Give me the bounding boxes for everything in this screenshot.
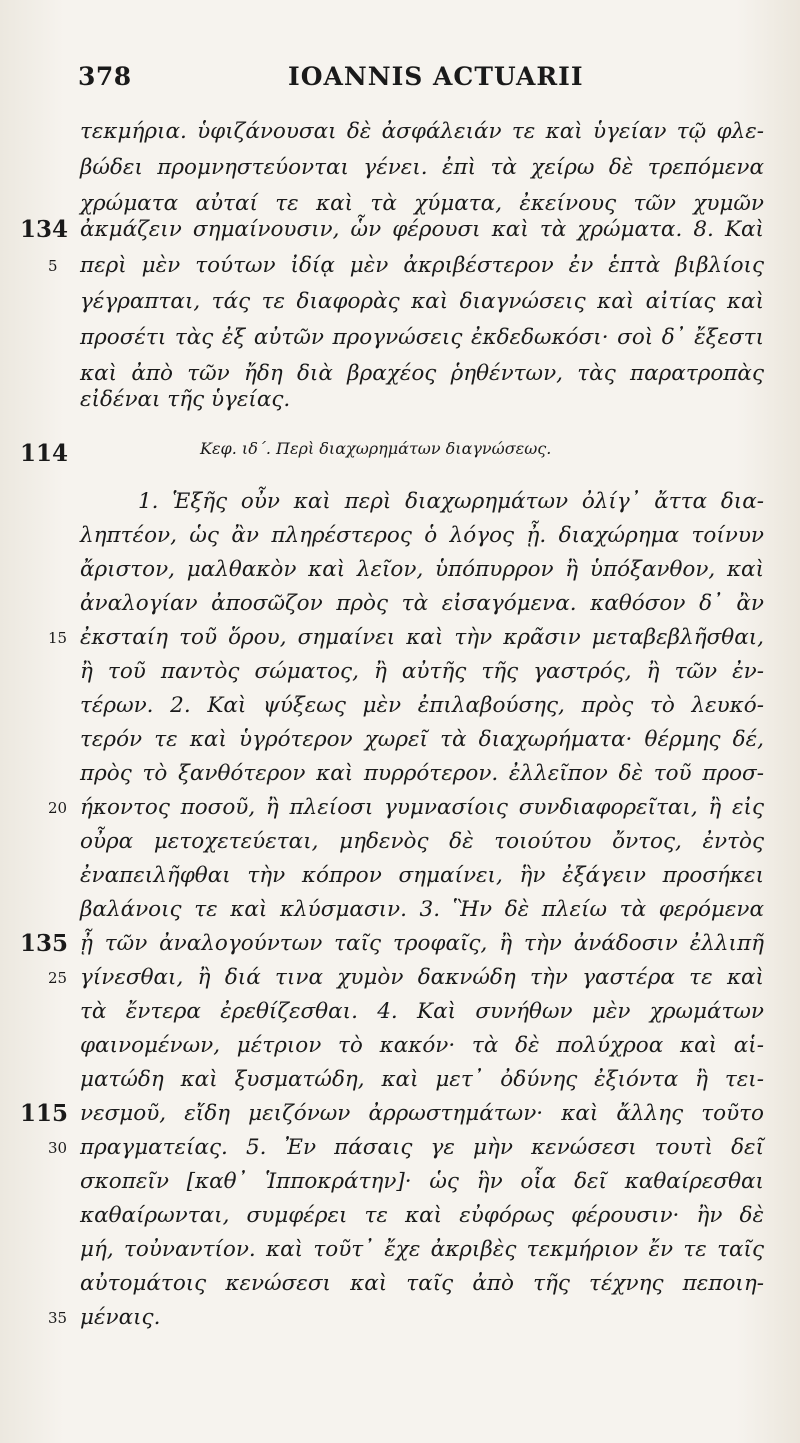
text-line: τὰ ἔντερα ἐρεθίζεσθαι. 4. Καὶ συνήθων μὲν χρωμάτων [80,999,764,1024]
text-line: φαινομένων, μέτριον τὸ κακόν· τὰ δὲ πολύχροα καὶ αἱ- [80,1033,764,1058]
text-line: χρώματα αὐταί τε καὶ τὰ χύματα, ἐκείνους τῶν χυμῶν [80,191,764,216]
text-line: πραγματείας. 5. Ἐν πάσαις γε μὴν κενώσεσι τουτὶ δεῖ [80,1135,764,1160]
text-line: γίνεσθαι, ἢ διά τινα χυμὸν δακνώδη τὴν γαστέρα τε καὶ [80,965,764,990]
text-line: περὶ μὲν τούτων ἰδίᾳ μὲν ἀκριβέστερον ἐν ἑπτὰ βιβλίοις [80,253,764,278]
text-line: νεσμοῦ, εἴδη μειζόνων ἀρρωστημάτων· καὶ ἄλλης τοῦτο [80,1101,764,1126]
text-line: ἐκσταίη τοῦ ὅρου, σημαίνει καὶ τὴν κρᾶσιν μεταβεβλῆσθαι, [80,625,764,650]
text-line: ἄριστον, μαλθακὸν καὶ λεῖον, ὑπόπυρρον ἢ ὑπόξανθον, καὶ [80,557,764,582]
text-line: προσέτι τὰς ἐξ αὐτῶν προγνώσεις ἐκδεδωκόσι· σοὶ δ᾽ ἔξεστι [80,325,764,350]
text-line: εἰδέναι τῆς ὑγείας. [80,387,291,412]
text-line: μή, τοὐναντίον. καὶ τοῦτ᾽ ἔχε ἀκριβὲς τεκμήριον ἔν τε ταῖς [80,1237,764,1262]
text-line: ληπτέον, ὡς ἂν πληρέστερος ὁ λόγος ᾖ. διαχώρημα τοίνυν [80,523,764,548]
text-line: μέναις. [80,1305,161,1330]
text-line: γέγραπται, τάς τε διαφορὰς καὶ διαγνώσεις καὶ αἰτίας καὶ [80,289,764,314]
text-line: τέρων. 2. Καὶ ψύξεως μὲν ἐπιλαβούσης, πρὸς τὸ λευκό- [80,693,764,718]
text-line: βαλάνοις τε καὶ κλύσμασιν. 3. Ἣν δὲ πλείω τὰ φερόμενα [80,897,764,922]
text-line: βώδει προμνηστεύονται γένει. ἐπὶ τὰ χείρω δὲ τρεπόμενα [80,155,764,180]
line-number: 15 [48,629,68,647]
text-line: σκοπεῖν [καθ᾽ Ἱπποκράτην]· ὡς ἣν οἷα δεῖ καθαίρεσθαι [80,1169,764,1194]
page-header [0,58,800,98]
text-line: 1. Ἑξῆς οὖν καὶ περὶ διαχωρημάτων ὀλίγ᾽ ἄττα δια- [138,489,764,514]
margin-number: 115 [20,1100,69,1127]
text-line: ήκοντος ποσοῦ, ἢ πλείοσι γυμνασίοις συνδιαφορεῖται, ἢ εἰς [80,795,764,820]
text-line: τερόν τε καὶ ὑγρότερον χωρεῖ τὰ διαχωρήματα· θέρμης δέ, [80,727,764,752]
text-line: καθαίρωνται, συμφέρει τε καὶ εὐφόρως φέρουσιν· ἢν δὲ [80,1203,764,1228]
text-line: ματώδη καὶ ξυσματώδη, καὶ μετ᾽ ὀδύνης ἐξιόντα ἢ τει- [80,1067,764,1092]
margin-number: 134 [20,216,69,243]
text-line: οὖρα μετοχετεύεται, μηδενὸς δὲ τοιούτου ὄντος, ἐντὸς [80,829,764,854]
chapter-heading: Κεφ. ιδ΄. Περὶ διαχωρημάτων διαγνώσεως. [200,439,552,458]
text-line: ἢ τοῦ παντὸς σώματος, ἢ αὐτῆς τῆς γαστρός, ἢ τῶν ἐν- [80,659,764,684]
margin-number: 135 [20,930,69,957]
text-line: καὶ ἀπὸ τῶν ἤδη διὰ βραχέος ῥηθέντων, τὰς παρατροπὰς [80,361,764,386]
line-number: 30 [48,1139,68,1157]
text-line: πρὸς τὸ ξανθότερον καὶ πυρρότερον. ἐλλεῖπον δὲ τοῦ προσ- [80,761,764,786]
text-line: αὐτομάτοις κενώσεσι καὶ ταῖς ἀπὸ τῆς τέχνης πεποιη- [80,1271,764,1296]
line-number: 5 [48,257,58,275]
running-title: IOANNIS ACTUARII [288,62,584,91]
margin-number: 114 [20,440,69,467]
page-number: 378 [78,62,132,91]
line-number: 35 [48,1309,68,1327]
line-number: 20 [48,799,68,817]
text-line: ᾖ τῶν ἀναλογούντων ταῖς τροφαῖς, ἢ τὴν ἀνάδοσιν ἐλλιπῆ [80,931,764,956]
text-line: τεκμήρια. ὑφιζάνουσαι δὲ ἀσφάλειάν τε καὶ ὑγείαν τῷ φλε- [80,119,764,144]
line-number: 25 [48,969,68,987]
text-line: ἀκμάζειν σημαίνουσιν, ὧν φέρουσι καὶ τὰ χρώματα. 8. Καὶ [80,217,764,242]
text-line: ἐναπειλῆφθαι τὴν κόπρον σημαίνει, ἣν ἐξάγειν προσήκει [80,863,764,888]
text-line: ἀναλογίαν ἀποσῶζον πρὸς τὰ εἰσαγόμενα. καθόσον δ᾽ ἂν [80,591,764,616]
